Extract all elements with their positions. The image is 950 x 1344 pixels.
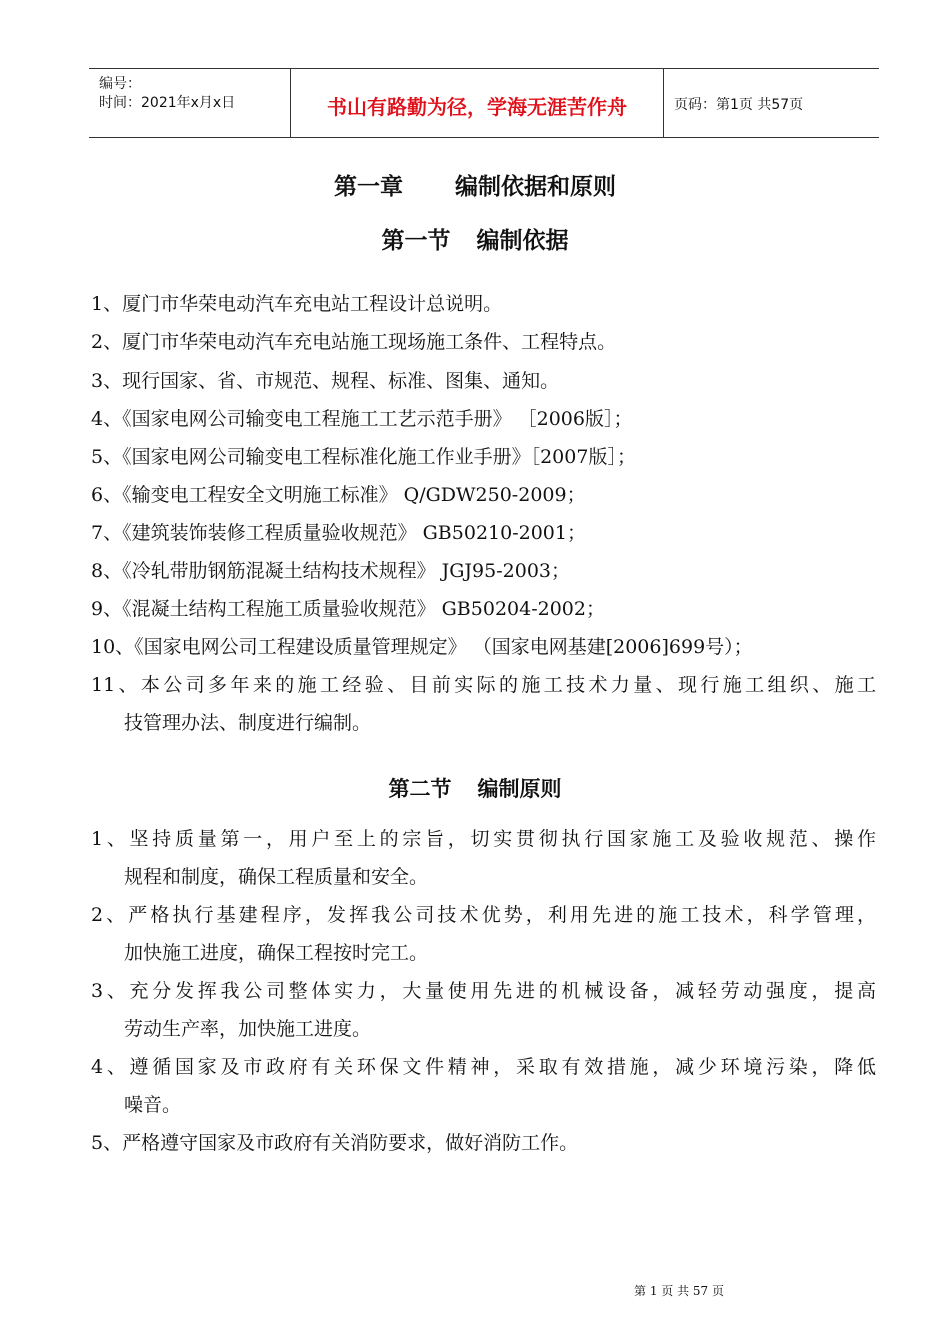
section2-item-continuation: 规程和制度，确保工程质量和安全。 <box>124 866 429 888</box>
section1-title: 编制依据 <box>476 227 569 254</box>
section1-item: 9、《混凝土结构工程施工质量验收规范》 GB50204-2002； <box>91 598 605 620</box>
section1-heading <box>0 222 950 255</box>
document-time-label: 时间：2021年x月x日 <box>99 95 236 111</box>
section1-item: 8、《冷轧带肋钢筋混凝土结构技术规程》 JGJ95-2003； <box>91 560 570 582</box>
section2-item: 3、充分发挥我公司整体实力，大量使用先进的机械设备，减轻劳动强度，提高 <box>91 980 876 1002</box>
header-motto: 书山有路勤为径，学海无涯苦作舟 <box>327 95 627 119</box>
chapter-heading <box>0 168 950 201</box>
section1-item: 6、《输变电工程安全文明施工标准》 Q/GDW250-2009； <box>91 484 586 506</box>
section1-item: 11、本公司多年来的施工经验、目前实际的施工技术力量、现行施工组织、施工 <box>91 674 876 696</box>
section2-item: 5、严格遵守国家及市政府有关消防要求，做好消防工作。 <box>91 1132 579 1154</box>
section2-item-continuation: 劳动生产率，加快施工进度。 <box>124 1018 372 1040</box>
section2-item: 2、严格执行基建程序，发挥我公司技术优势，利用先进的施工技术，科学管理， <box>91 904 876 926</box>
section2-item: 4、遵循国家及市政府有关环保文件精神，采取有效措施，减少环境污染，降低 <box>91 1056 876 1078</box>
section2-heading <box>0 773 950 803</box>
chapter-title: 编制依据和原则 <box>455 173 616 200</box>
header-right-cell <box>664 69 879 137</box>
section1-number: 第一节 <box>381 227 451 254</box>
section2-item: 1、坚持质量第一，用户至上的宗旨，切实贯彻执行国家施工及验收规范、操作 <box>91 828 876 850</box>
page-header <box>89 68 879 138</box>
section1-item: 1、厦门市华荣电动汽车充电站工程设计总说明。 <box>91 293 503 315</box>
document-number-label: 编号： <box>99 76 141 92</box>
section1-item-continuation: 技管理办法、制度进行编制。 <box>124 712 372 734</box>
section1-item: 3、现行国家、省、市规范、规程、标准、图集、通知。 <box>91 370 560 392</box>
header-page-info: 页码：第1页 共57页 <box>674 97 804 113</box>
header-motto-cell <box>290 69 664 137</box>
section2-item-continuation: 噪音。 <box>124 1094 182 1116</box>
section2-title: 编制原则 <box>477 776 562 801</box>
chapter-number: 第一章 <box>334 173 403 200</box>
section2-number: 第二节 <box>388 776 452 801</box>
section1-item: 5、《国家电网公司输变电工程标准化施工作业手册》［2007版］； <box>91 446 636 468</box>
section1-item: 2、厦门市华荣电动汽车充电站施工现场施工条件、工程特点。 <box>91 331 617 353</box>
section1-item: 7、《建筑装饰装修工程质量验收规范》 GB50210-2001； <box>91 522 586 544</box>
header-left-cell <box>89 69 289 137</box>
page-footer: 第 1 页 共 57 页 <box>634 1284 724 1298</box>
section1-item: 10、《国家电网公司工程建设质量管理规定》 （国家电网基建[2006]699号）； <box>91 636 753 658</box>
section2-item-continuation: 加快施工进度，确保工程按时完工。 <box>124 942 429 964</box>
section1-item: 4、《国家电网公司输变电工程施工工艺示范手册》 ［2006版］； <box>91 408 633 430</box>
